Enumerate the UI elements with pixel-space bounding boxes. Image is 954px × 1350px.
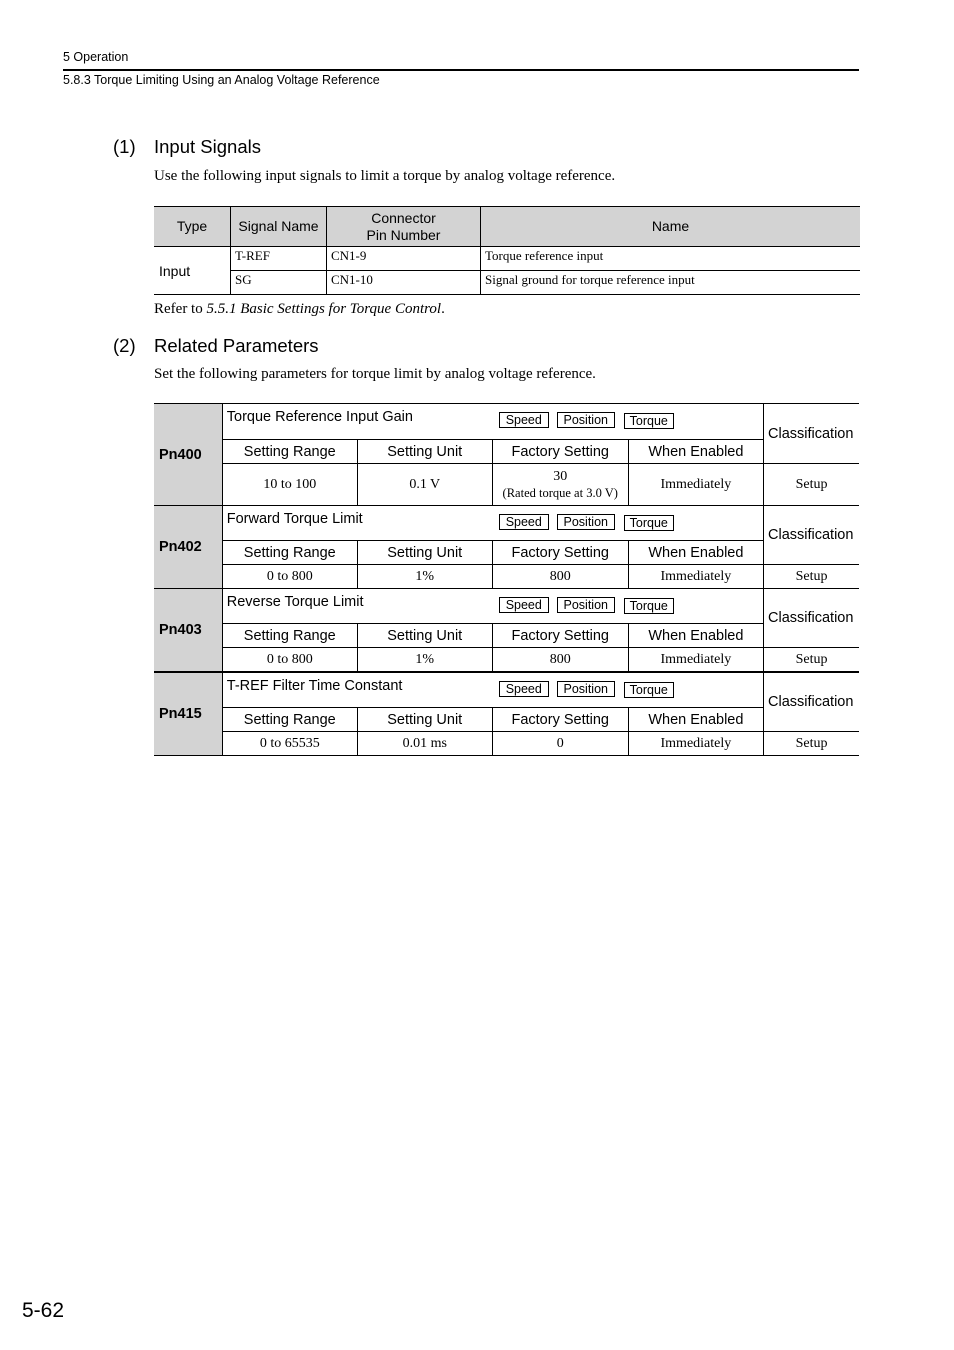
factory-setting-value: 800 [492,648,628,672]
name-cell: Signal ground for torque reference input [481,271,861,295]
header-connector [327,207,481,247]
chapter-header: 5 Operation [63,50,129,64]
pin-cell: CN1-10 [327,271,481,295]
classification-value: Setup [764,565,859,589]
torque-tag: Torque [624,515,674,531]
speed-tag: Speed [499,412,549,428]
param-name [222,404,763,440]
param-number: Pn403 [154,589,222,672]
page-number: 5-62 [22,1299,65,1322]
setting-range-value: 0 to 65535 [222,732,357,756]
when-enabled-header: When Enabled [628,624,763,648]
param-name-text: Forward Torque Limit [226,511,363,527]
when-enabled-value: Immediately [628,464,763,506]
when-enabled-header: When Enabled [628,541,763,565]
classification-value: Setup [764,648,859,672]
pin-cell: CN1-9 [327,247,481,271]
table-row [154,247,860,271]
classification-value: Setup [764,464,859,506]
header-name: Name [481,207,861,247]
param-name-text: Reverse Torque Limit [226,594,364,610]
param-name-text: T-REF Filter Time Constant [226,678,403,694]
refer-note [154,301,445,318]
classification-header: Classification [764,673,859,732]
setting-unit-value: 0.01 ms [357,732,492,756]
setting-unit-header: Setting Unit [357,624,492,648]
factory-setting-header: Factory Setting [492,440,628,464]
param-block-pn403 [154,588,859,672]
setting-range-header: Setting Range [222,624,357,648]
table-row [154,464,859,506]
setting-unit-header: Setting Unit [357,708,492,732]
position-tag: Position [557,597,615,613]
setting-range-header: Setting Range [222,541,357,565]
header-rule [63,69,859,71]
classification-header: Classification [764,589,859,648]
when-enabled-value: Immediately [628,565,763,589]
section1-title: Input Signals [154,136,261,157]
section1-intro: Use the following input signals to limit a torque by analog voltage reference. [154,168,616,184]
factory-value: 30 [553,468,568,484]
param-name [222,589,763,624]
factory-setting-header: Factory Setting [492,541,628,565]
param-block-pn400 [154,403,859,506]
factory-setting-value: 800 [492,565,628,589]
section2-title: Related Parameters [154,335,319,356]
factory-setting-header: Factory Setting [492,708,628,732]
setting-range-value: 0 to 800 [222,648,357,672]
when-enabled-header: When Enabled [628,440,763,464]
refer-prefix: Refer to [154,301,207,317]
param-name [222,673,763,708]
section2-intro: Set the following parameters for torque limit by analog voltage reference. [154,366,596,382]
speed-tag: Speed [499,597,549,613]
param-block-pn402 [154,505,859,589]
torque-tag: Torque [624,682,674,698]
type-cell: Input [154,247,231,295]
header-signal-name: Signal Name [231,207,327,247]
table-row [154,648,859,672]
factory-setting-header: Factory Setting [492,624,628,648]
classification-value: Setup [764,732,859,756]
when-enabled-value: Immediately [628,732,763,756]
param-block-pn415 [154,672,859,756]
refer-suffix: . [441,301,445,317]
setting-unit-value: 0.1 V [357,464,492,506]
setting-unit-value: 1% [357,565,492,589]
table-row [154,271,860,295]
table-row [154,565,859,589]
input-signals-table [154,206,860,295]
param-number: Pn400 [154,404,222,506]
refer-link[interactable]: 5.5.1 Basic Settings for Torque Control [206,301,442,317]
setting-unit-value: 1% [357,648,492,672]
setting-range-value: 0 to 800 [222,565,357,589]
when-enabled-value: Immediately [628,648,763,672]
setting-range-header: Setting Range [222,440,357,464]
signal-cell: SG [231,271,327,295]
header-connector-line2: Pin Number [366,226,441,243]
header-connector-line1: Connector [371,209,436,226]
torque-tag: Torque [624,598,674,614]
section-header: 5.8.3 Torque Limiting Using an Analog Voltage Reference [63,73,380,87]
section2-number: (2) [113,335,136,356]
setting-unit-header: Setting Unit [357,541,492,565]
table-row [154,732,859,756]
when-enabled-header: When Enabled [628,708,763,732]
name-cell: Torque reference input [481,247,861,271]
param-name [222,506,763,541]
factory-setting-value: 0 [492,732,628,756]
param-number: Pn402 [154,506,222,589]
param-number: Pn415 [154,673,222,756]
setting-range-header: Setting Range [222,708,357,732]
setting-unit-header: Setting Unit [357,440,492,464]
setting-range-value: 10 to 100 [222,464,357,506]
speed-tag: Speed [499,681,549,697]
position-tag: Position [557,681,615,697]
section1-number: (1) [113,136,136,157]
classification-header: Classification [764,506,859,565]
classification-header: Classification [764,404,859,464]
signal-cell: T-REF [231,247,327,271]
param-name-text: Torque Reference Input Gain [226,409,413,425]
header-type: Type [154,207,231,247]
torque-tag: Torque [624,413,674,429]
position-tag: Position [557,514,615,530]
factory-setting-value [492,464,628,506]
factory-note: (Rated torque at 3.0 V) [502,485,618,500]
speed-tag: Speed [499,514,549,530]
position-tag: Position [557,412,615,428]
